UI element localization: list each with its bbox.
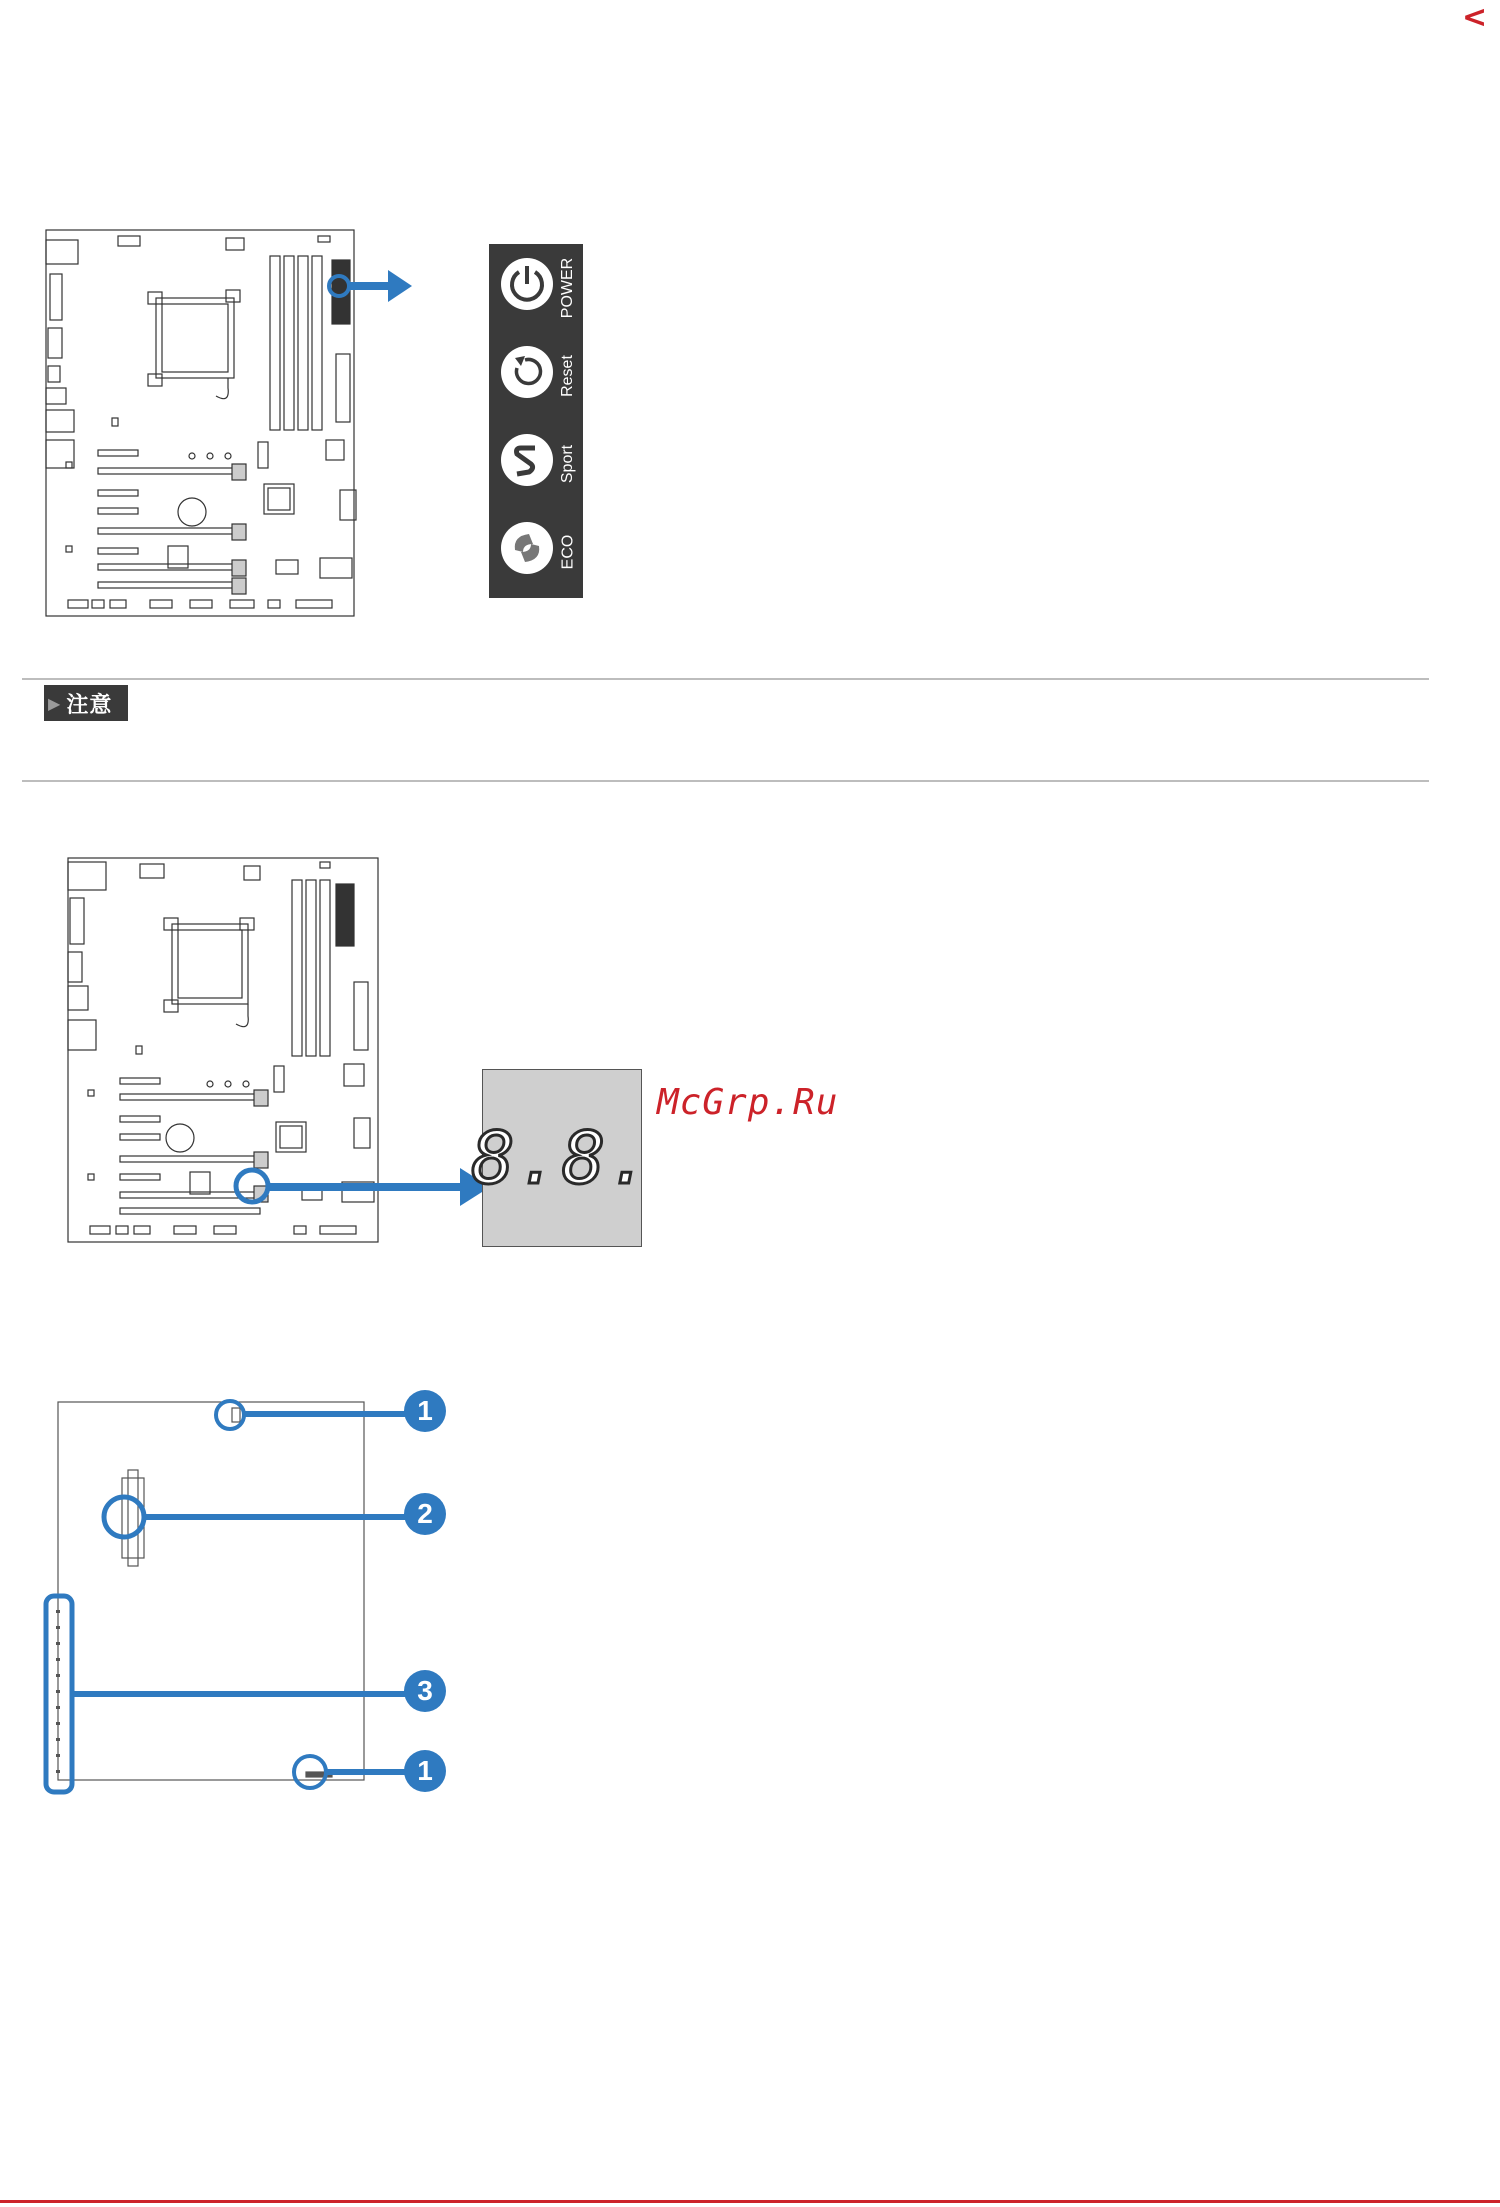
notice-top-divider xyxy=(22,678,1429,680)
callout-1-top: 1 xyxy=(404,1390,446,1432)
sport-button[interactable] xyxy=(489,420,583,508)
sport-icon xyxy=(501,434,553,486)
reset-button-label: Reset xyxy=(559,355,577,397)
motherboard-figure-2 xyxy=(64,856,484,1252)
back-arrow-icon[interactable]: < xyxy=(1462,0,1488,35)
play-icon: ▶ xyxy=(48,693,61,713)
debug-led-display xyxy=(471,1069,653,1247)
eco-button-label: ECO xyxy=(559,534,577,570)
callout-1-bottom: 1 xyxy=(404,1750,446,1792)
eco-button[interactable] xyxy=(489,508,583,596)
notice-badge xyxy=(44,685,128,721)
callout-2: 2 xyxy=(404,1493,446,1535)
debug-led-digits: 8.8. xyxy=(471,1116,653,1200)
reset-button[interactable] xyxy=(489,332,583,420)
motherboard-back-figure xyxy=(40,1390,460,1810)
notice-label: 注意 xyxy=(66,692,113,718)
eco-icon xyxy=(501,522,553,574)
power-button[interactable] xyxy=(489,244,583,332)
power-icon xyxy=(501,258,553,310)
callout-3: 3 xyxy=(404,1670,446,1712)
reset-icon xyxy=(501,346,553,398)
onboard-buttons-panel xyxy=(489,244,583,598)
watermark-text: McGrp.Ru xyxy=(657,1082,839,1123)
sport-button-label: Sport xyxy=(559,444,576,484)
footer-rule xyxy=(0,2200,1500,2203)
notice-bottom-divider xyxy=(22,780,1429,782)
power-button-label: POWER xyxy=(559,257,577,319)
motherboard-figure-1 xyxy=(40,228,460,628)
